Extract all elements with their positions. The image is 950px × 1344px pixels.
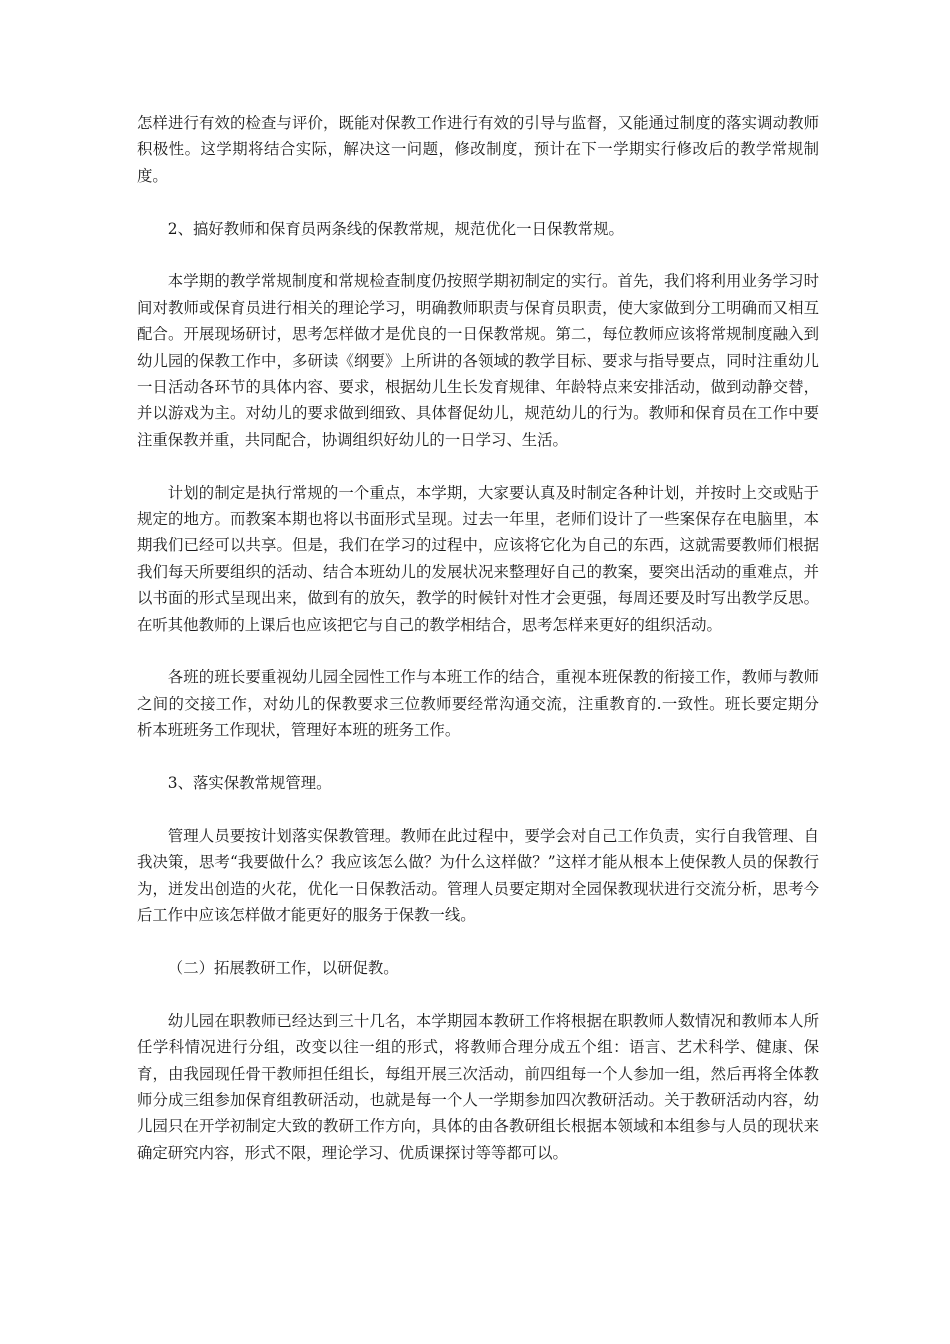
heading-two-lines-routine: 2、搞好教师和保育员两条线的保教常规，规范优化一日保教常规。	[167, 219, 624, 238]
heading-implement-management: 3、落实保教常规管理。	[167, 774, 332, 793]
document-page	[137, 110, 819, 1193]
paragraph-teaching-routine: 本学期的教学常规制度和常规检查制度仍按照学期初制定的实行。首先，我们将利用业务学习时间对教师或保育员进行相关的理论学习，明确教师职责与保育员职责，使大家做到分工明确而又相互配合。开展现场研讨，思考怎样做才是优良的一日保教常规。第二，每位教师应该将常规制度融入到幼儿园的保教工作中，多研读《纲要》上所讲的各领域的教学目标、要求与指导要点，同时注重幼儿一日活动各环节的具体内容、要求，根据幼儿生长发育规律、年龄特点来安排活动，做到动静交替，并以游戏为主。对幼儿的要求做到细致、具体督促幼儿，规范幼儿的行为。教师和保育员在工作中要注重保教并重，共同配合，协调组织好幼儿的一日学习、生活。	[137, 272, 819, 449]
paragraph-research-groups: 幼儿园在职教师已经达到三十几名，本学期园本教研工作将根据在职教师人数情况和教师本人所任学科情况进行分组，改变以往一组的形式，将教师合理分成五个组：语言、艺术科学、健康、保育，由我园现任骨干教师担任组长，每组开展三次活动，前四组每一个人参加一组，然后再将全体教师分成三组参加保育组教研活动，也就是每一个人一学期参加四次教研活动。关于教研活动内容，幼儿园只在开学初制定大致的教研工作方向，具体的由各教研组长根据本领域和本组参与人员的现状来确定研究内容，形式不限，理论学习、优质课探讨等等都可以。	[137, 1011, 819, 1162]
paragraph-management-staff: 管理人员要按计划落实保教管理。教师在此过程中，要学会对自己工作负责，实行自我管理、自我决策，思考“我要做什么？我应该怎么做？为什么这样做？”这样才能从根本上使保教人员的保教行为，迸发出创造的火花，优化一日保教活动。管理人员要定期对全园保教现状进行交流分析，思考今后工作中应该怎样做才能更好的服务于保教一线。	[137, 826, 819, 925]
paragraph-inspection-evaluation: 怎样进行有效的检查与评价，既能对保教工作进行有效的引导与监督，又能通过制度的落实调动教师积极性。这学期将结合实际，解决这一问题，修改制度，预计在下一学期实行修改后的教学常规制度。	[137, 114, 819, 185]
paragraph-class-leader: 各班的班长要重视幼儿园全园性工作与本班工作的结合，重视本班保教的衔接工作，教师与教师之间的交接工作，对幼儿的保教要求三位教师要经常沟通交流，注重教育的.一致性。班长要定期分析本班班务工作现状，管理好本班的班务工作。	[137, 668, 819, 740]
paragraph-plan-making: 计划的制定是执行常规的一个重点，本学期，大家要认真及时制定各种计划，并按时上交或贴于规定的地方。而教案本期也将以书面形式呈现。过去一年里，老师们设计了一些案保存在电脑里，本期我们已经可以共享。但是，我们在学习的过程中，应该将它化为自己的东西，这就需要教师们根据我们每天所要组织的活动、结合本班幼儿的发展状况来整理好自己的教案，要突出活动的重难点，并以书面的形式呈现出来，做到有的放矢，教学的时候针对性才会更强，每周还要及时写出教学反思。在听其他教师的上课后也应该把它与自己的教学相结合，思考怎样来更好的组织活动。	[137, 483, 819, 634]
heading-teaching-research: （二）拓展教研工作，以研促教。	[167, 958, 399, 977]
